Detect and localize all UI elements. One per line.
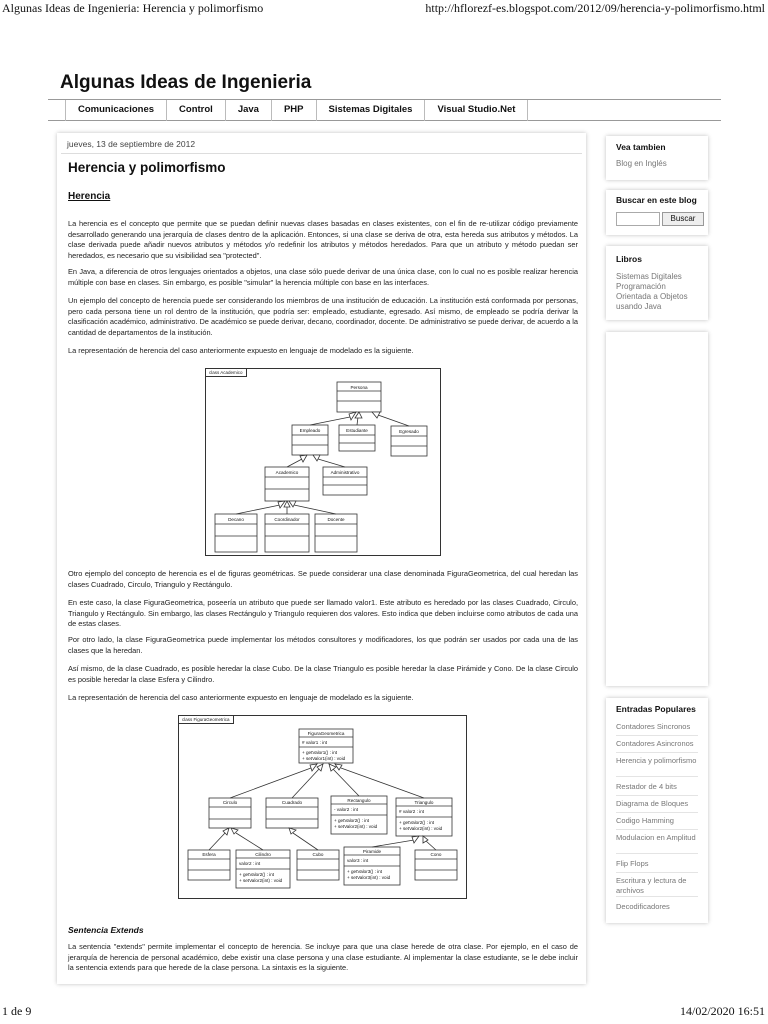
class-cuadrado: Cuadrado xyxy=(281,800,303,805)
post-title[interactable]: Herencia y polimorfismo xyxy=(68,160,226,175)
post-card xyxy=(57,133,586,984)
class-persona: Persona xyxy=(350,385,368,390)
tab-sistemas-digitales[interactable]: Sistemas Digitales xyxy=(317,100,426,121)
popular-item[interactable]: Contadores Asincronos xyxy=(616,739,698,753)
widget-title: Buscar en este blog xyxy=(616,195,697,205)
uml-frame-label: class Academico xyxy=(206,369,247,377)
figura-method-set: + setValor1(int) : void xyxy=(302,756,346,761)
class-triangulo: Triangulo xyxy=(414,800,434,805)
popular-item[interactable]: Codigo Hamming xyxy=(616,816,698,830)
cilindro-attr: valor2 : int xyxy=(239,861,261,866)
paragraph-10: La sentencia "extends" permite implementar el concepto de herencia. Se incluye para que una clase herede de otra clase. Por ejemplo, en el caso de jerarquía de herencia de personal académico, debe existir una clase persona y una clase estudiante. Al implementar la clase estudiante, se le debe incluir la sentencia extends para que herede de la clase persona. La sintaxis es la siguiente. xyxy=(68,942,578,973)
tab-comunicaciones[interactable]: Comunicaciones xyxy=(65,100,167,121)
paragraph-6: En este caso, la clase FiguraGeometrica, poseería un atributo que puede ser llamado valor1. Este atributo es heredado por las clases Cuadrado, Circulo, Triangulo y Rectángulo. Sin embargo, las clases Rectángulo y Triangulo requieren dos valores. Esto indica que deben incluirse como atributos de cada una de estas clases. xyxy=(68,598,578,629)
rectangulo-attr: - valor2 : int xyxy=(334,807,358,812)
widget-vea-tambien xyxy=(606,136,708,180)
section-heading-extends: Sentencia Extends xyxy=(68,925,144,935)
divider xyxy=(61,153,582,154)
figura-method-get: + getValor1() : int xyxy=(302,750,338,755)
piramide-attr: valor3 : int xyxy=(347,858,369,863)
search-input[interactable] xyxy=(616,212,660,226)
class-cubo: Cubo xyxy=(312,852,324,857)
triangulo-method-get: + getValor2() : int xyxy=(399,820,435,825)
popular-item[interactable] xyxy=(616,756,698,777)
popular-item[interactable]: Restador de 4 bits xyxy=(616,782,698,796)
popular-item[interactable] xyxy=(616,876,698,897)
class-coordinador: Coordinador xyxy=(274,517,300,522)
link-blog-ingles[interactable]: Blog en Inglés xyxy=(616,159,667,168)
class-cilindro: Cilindro xyxy=(255,852,271,857)
section-heading-herencia: Herencia xyxy=(68,191,111,202)
class-estudiante: Estudiante xyxy=(346,428,368,433)
class-empleado: Empleado xyxy=(299,428,321,433)
popular-item[interactable] xyxy=(616,833,698,854)
widget-popular-posts xyxy=(606,698,708,923)
piramide-method-get: + getValor3() : int xyxy=(347,869,383,874)
uml-frame-label: class FiguraGeometrica xyxy=(179,716,234,724)
print-header-url: http://hflorezf-es.blogspot.com/2012/09/herencia-y-polimorfismo.html xyxy=(425,1,765,15)
widget-libros xyxy=(606,246,708,320)
widget-title: Entradas Populares xyxy=(616,704,696,714)
uml-diagram-figura-geometrica xyxy=(178,715,467,899)
widget-title: Vea tambien xyxy=(616,142,666,152)
uml-diagram-academico xyxy=(205,368,441,556)
class-rectangulo: Rectangulo xyxy=(347,798,371,803)
paragraph-2: En Java, a diferencia de otros lenguajes orientados a objetos, una clase sólo puede derivar de una única clase, con lo cual no es posible realizar herencia múltiple con base en clases. Sin embargo, es posible "simular" la herencia múltiple con base en las interfaces. xyxy=(68,267,578,287)
widget-title: Libros xyxy=(616,254,642,264)
class-figura-geometrica: FiguraGeometrica xyxy=(307,731,345,736)
book-line-3: Orientada a Objetos xyxy=(616,292,688,301)
class-docente: Docente xyxy=(327,517,345,522)
tab-java[interactable]: Java xyxy=(226,100,272,121)
popular-item[interactable]: Decodificadores xyxy=(616,902,670,911)
tab-php[interactable]: PHP xyxy=(272,100,317,121)
uml-academico-canvas xyxy=(206,369,442,557)
class-academico: Academico xyxy=(275,470,299,475)
tab-control[interactable]: Control xyxy=(167,100,226,121)
class-administrativo: Administrativo xyxy=(330,470,360,475)
class-piramide: Piramide xyxy=(362,849,382,854)
tab-bar xyxy=(48,99,721,121)
popular-item[interactable]: Flip Flops xyxy=(616,859,698,873)
class-esfera: Esfera xyxy=(202,852,216,857)
triangulo-attr: # valor2 : int xyxy=(399,809,425,814)
paragraph-3: Un ejemplo del concepto de herencia puede ser considerando los miembros de una institución de educación. La institución está conformada por personas, pero cada persona tiene un rol dentro de la institución, que podría ser: empleado, estudiante, egresado. Así mismo, de empleado se podría derivar la clasificación académico, administrativo. De académico se puede derivar, decano, coordinador, docente. De administrativo se puede derivar, de acuerdo a la cantidad de departamentos de la institución. xyxy=(68,296,578,337)
class-cono: Cono xyxy=(430,852,442,857)
book-link[interactable] xyxy=(616,272,688,312)
blog-title[interactable]: Algunas Ideas de Ingenieria xyxy=(60,72,312,93)
widget-empty xyxy=(606,332,708,686)
search-button[interactable]: Buscar xyxy=(662,212,704,226)
figura-attr: # valor1 : int xyxy=(302,740,328,745)
piramide-method-set: + setValor3(int) : void xyxy=(347,875,391,880)
class-circulo: Circulo xyxy=(222,800,238,805)
rectangulo-method-set: + setValor2(int) : void xyxy=(334,824,378,829)
cilindro-method-get: + getValor2() : int xyxy=(239,872,275,877)
rectangulo-method-get: + getValor2() : int xyxy=(334,818,370,823)
popular-item-label: Modulacion en Amplitud xyxy=(616,833,696,842)
post-date: jueves, 13 de septiembre de 2012 xyxy=(67,139,196,149)
tab-visual-studio[interactable]: Visual Studio.Net xyxy=(425,100,528,121)
popular-item[interactable]: Diagrama de Bloques xyxy=(616,799,698,813)
book-line-4: usando Java xyxy=(616,302,662,311)
print-header-title: Algunas Ideas de Ingenieria: Herencia y polimorfismo xyxy=(2,1,264,15)
paragraph-4: La representación de herencia del caso anteriormente expuesto en lenguaje de modelado es la siguiente. xyxy=(68,346,414,355)
class-decano: Decano xyxy=(228,517,244,522)
paragraph-5: Otro ejemplo del concepto de herencia es el de figuras geométricas. Se puede considerar una clase denominada FiguraGeometrica, del cual heredan las clases Cuadrado, Circulo, Triangulo y Rectángulo. xyxy=(68,569,578,589)
popular-item-label: Escritura y lectura de archivos xyxy=(616,876,687,895)
book-line-1: Sistemas Digitales xyxy=(616,272,682,281)
paragraph-9: La representación de herencia del caso anteriormente expuesto en lenguaje de modelado es la siguiente. xyxy=(68,693,414,702)
print-footer-timestamp: 14/02/2020 16:51 xyxy=(679,1004,765,1018)
paragraph-8: Así mismo, de la clase Cuadrado, es posible heredar la clase Cubo. De la clase Triangulo es posible heredar la clase Pirámide y Cono. De la clase Circulo es posible heredar la clase Esfera y Cilindro. xyxy=(68,664,578,684)
book-line-2: Programación xyxy=(616,282,666,291)
popular-item-label: Herencia y polimorfismo xyxy=(616,756,697,765)
widget-search xyxy=(606,190,708,235)
cilindro-method-set: + setValor2(int) : void xyxy=(239,878,283,883)
paragraph-7: Por otro lado, la clase FiguraGeometrica puede implementar los métodos consultores y modificadores, los que podrán ser usados por cada una de las clases que la heredan. xyxy=(68,635,578,655)
paragraph-1: La herencia es el concepto que permite que se puedan definir nuevas clases basadas en clases existentes, con el fin de re-utilizar código previamente desarrollado generando una jerarquía de clases dentro de la aplicación. Entonces, si una clase se deriva de otra, esta hereda sus atributos y métodos. La clase derivada puede añadir nuevos atributos y métodos y/o redefinir los atributos y métodos heredados. Para que un atributo y método puedan ser heredados, es necesario que su visibilidad sea "protected". xyxy=(68,219,578,260)
triangulo-method-set: + setValor2(int) : void xyxy=(399,826,443,831)
uml-figura-canvas xyxy=(179,716,468,900)
print-footer-page: 1 de 9 xyxy=(2,1004,32,1018)
popular-item[interactable]: Contadores Sincronos xyxy=(616,722,698,736)
class-egresado: Egresado xyxy=(399,429,419,434)
